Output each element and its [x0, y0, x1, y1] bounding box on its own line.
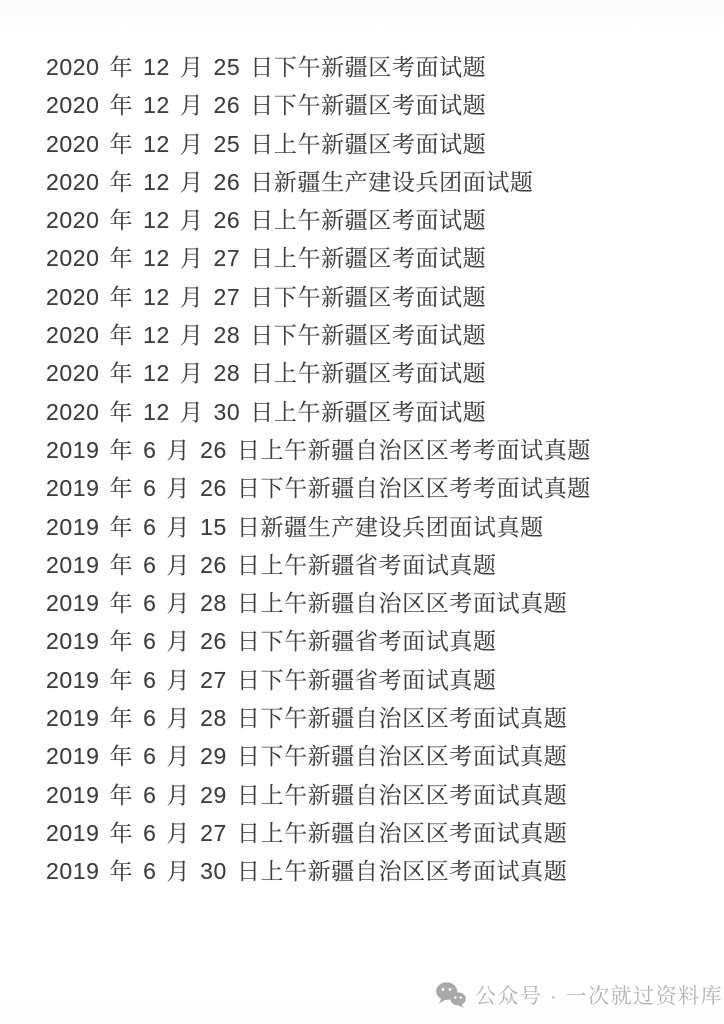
list-item: 2020 年 12 月 26 日下午新疆区考面试题 — [46, 92, 487, 119]
list-item: 2020 年 12 月 25 日下午新疆区考面试题 — [46, 54, 487, 80]
list-item: 2020 年 12 月 26 日上午新疆区考面试题 — [46, 207, 487, 234]
watermark — [435, 980, 723, 1010]
list-item: 2019 年 6 月 28 日下午新疆自治区区考面试真题 — [46, 705, 568, 732]
list-item: 2020 年 12 月 28 日下午新疆区考面试题 — [46, 322, 487, 349]
list-item: 2019 年 6 月 27 日上午新疆自治区区考面试真题 — [46, 819, 568, 846]
list-item: 2019 年 6 月 28 日上午新疆自治区区考面试真题 — [46, 590, 568, 617]
list-item: 2020 年 12 月 26 日新疆生产建设兵团面试题 — [46, 168, 534, 195]
list-item: 2019 年 6 月 29 日上午新疆自治区区考面试真题 — [46, 781, 568, 808]
list-item: 2019 年 6 月 26 日下午新疆省考面试真题 — [46, 628, 497, 655]
list-item: 2020 年 12 月 27 日上午新疆区考面试题 — [46, 245, 487, 272]
list-item: 2019 年 6 月 15 日新疆生产建设兵团面试真题 — [46, 513, 544, 540]
wechat-icon — [435, 980, 466, 1010]
list-item: 2019 年 6 月 26 日上午新疆自治区区考考面试真题 — [46, 436, 591, 463]
list-item: 2019 年 6 月 27 日下午新疆省考面试真题 — [46, 666, 497, 693]
list-item: 2019 年 6 月 26 日上午新疆省考面试真题 — [46, 551, 497, 578]
list-item: 2019 年 6 月 26 日下午新疆自治区区考考面试真题 — [46, 475, 591, 502]
list-item: 2020 年 12 月 25 日上午新疆区考面试题 — [46, 130, 487, 157]
list-item: 2020 年 12 月 27 日下午新疆区考面试题 — [46, 283, 487, 310]
watermark-text: 公众号 · 一次就过资料库 — [475, 985, 724, 1008]
list-item: 2019 年 6 月 30 日上午新疆自治区区考面试真题 — [46, 858, 568, 885]
exam-title-list — [46, 48, 704, 891]
list-item: 2019 年 6 月 29 日下午新疆自治区区考面试真题 — [46, 743, 568, 770]
list-item: 2020 年 12 月 28 日上午新疆区考面试题 — [46, 360, 487, 387]
list-item: 2020 年 12 月 30 日上午新疆区考面试题 — [46, 398, 487, 425]
